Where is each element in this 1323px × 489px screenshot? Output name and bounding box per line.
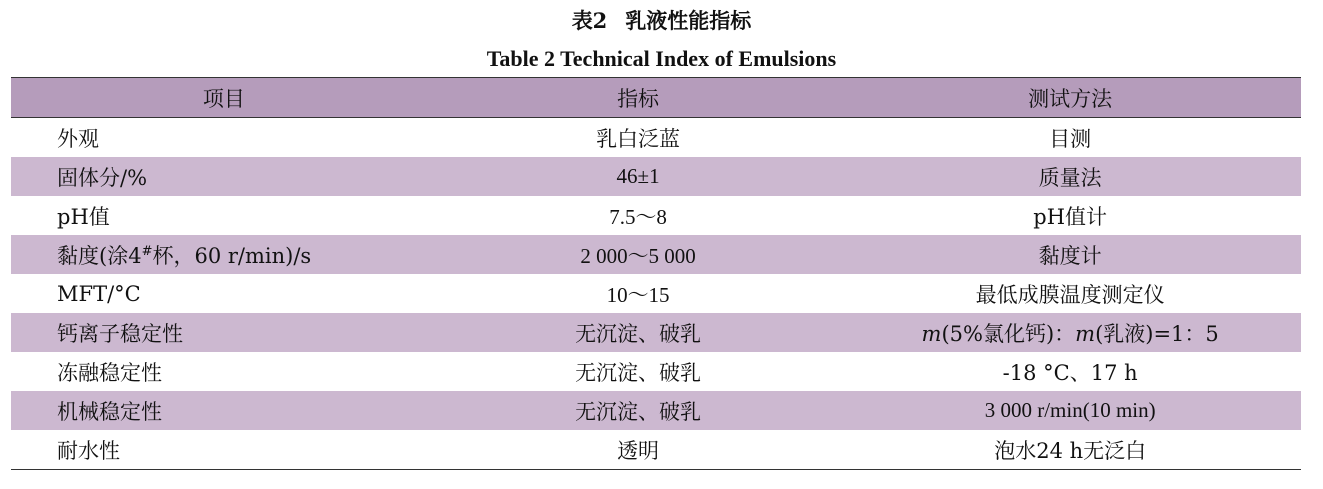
cell-item: 固体分/% [57,165,148,190]
table-caption-en: Table 2 Technical Index of Emulsions [486,46,837,71]
cell-item: 外观 [57,126,99,151]
cell-index: 乳白泛蓝 [596,126,681,151]
cell-method: 质量法 [1038,165,1102,190]
table-row [11,235,1301,274]
cell-method: 最低成膜温度测定仪 [975,282,1165,307]
cell-item: 黏度(涂4#杯，60 r/min)/s [57,243,312,268]
column-header-item: 项目 [202,86,245,111]
cell-index: 透明 [617,438,660,463]
table-row [11,274,1301,313]
column-header-method: 测试方法 [1028,86,1113,111]
cell-index: 46±1 [616,164,660,188]
cell-item: pH值 [57,204,110,229]
cell-item: 耐水性 [57,438,120,463]
table-row [11,313,1301,352]
emulsion-index-table [11,77,1301,470]
cell-index: 7.5～8 [609,204,667,229]
cell-index: 10～15 [606,282,670,307]
cell-item: 机械稳定性 [57,399,162,424]
cell-method: 黏度计 [1038,243,1102,268]
cell-method: m(5%氯化钙)：m(乳液)=1：5 [921,321,1219,346]
cell-item: 钙离子稳定性 [57,321,183,346]
cell-method: pH值计 [1033,204,1108,229]
table-caption-cn [0,6,1323,36]
table-row [11,391,1301,430]
cell-method: -18 °C、17 h [1002,360,1138,385]
cell-index: 2 000～5 000 [580,243,696,268]
cell-index: 无沉淀、破乳 [575,321,702,346]
cell-index: 无沉淀、破乳 [575,399,702,424]
table-title-cn: 乳液性能指标 [625,8,752,33]
table-header-row [11,78,1301,118]
table-row [11,430,1301,470]
table-row [11,157,1301,196]
cell-method: 泡水24 h无泛白 [994,438,1147,463]
column-header-index: 指标 [617,86,660,111]
cell-index: 无沉淀、破乳 [575,360,702,385]
table-row [11,196,1301,235]
cell-method: 3 000 r/min(10 min) [984,398,1156,422]
cell-item: MFT/°C [57,281,141,306]
table-row [11,118,1301,158]
table-number: 表2 [571,8,608,33]
cell-item: 冻融稳定性 [57,360,162,385]
cell-method: 目测 [1049,126,1092,151]
table-row [11,352,1301,391]
